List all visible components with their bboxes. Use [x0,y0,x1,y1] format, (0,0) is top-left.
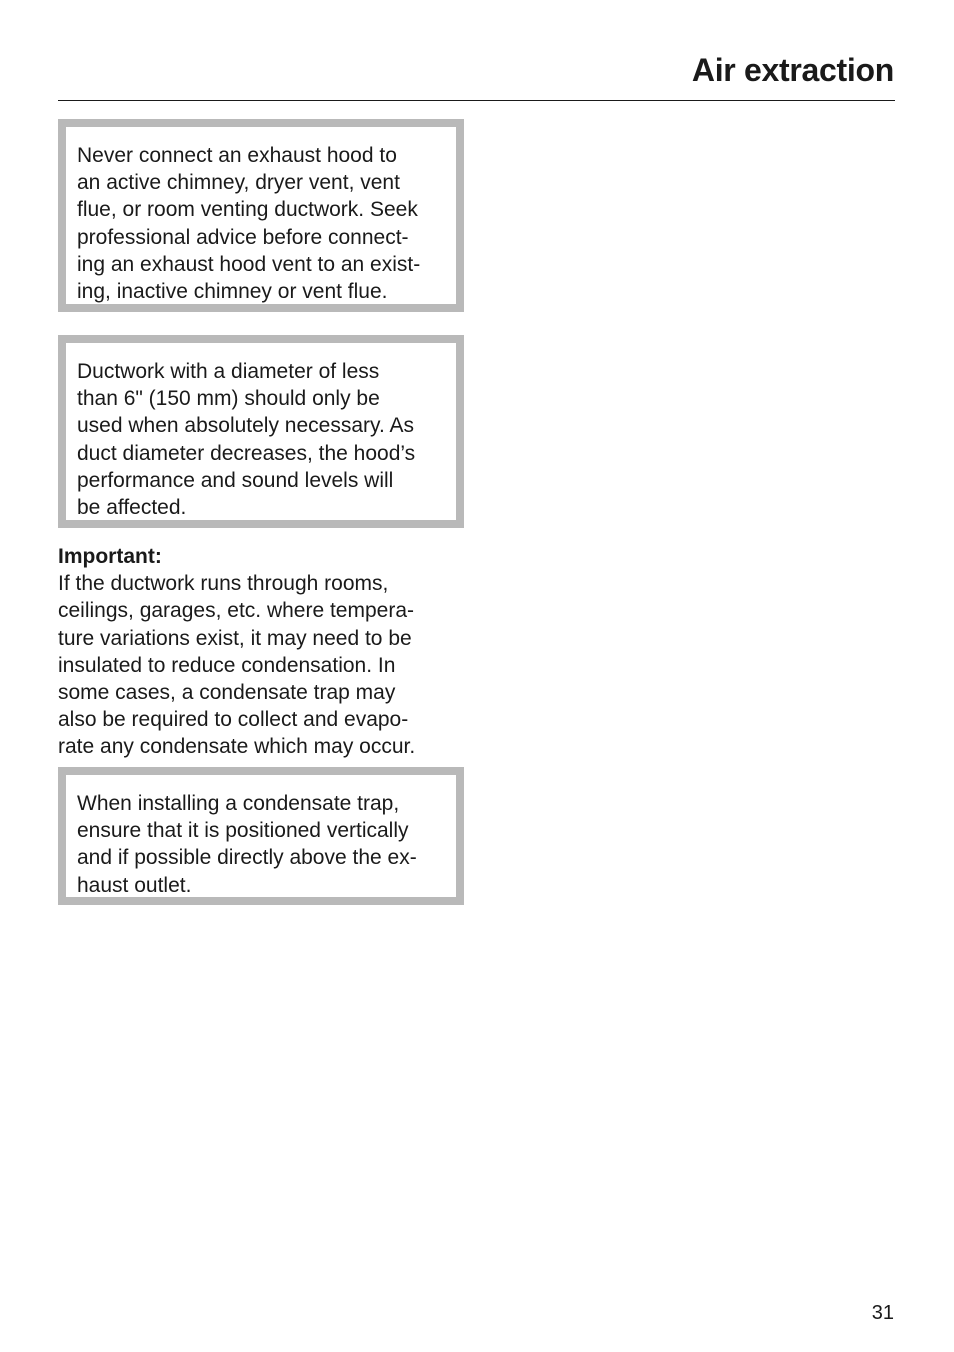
notice-box-duct-diameter [58,335,464,528]
notice-line: an active chimney, dryer vent, vent [77,171,400,195]
title-divider [58,100,895,101]
notice-line: When installing a condensate trap, [77,792,400,815]
notice-line: Ductwork with a diameter of less [77,360,380,383]
notice-line: flue, or room venting ductwork. Seek [77,198,418,222]
notice-line: professional advice before connect- [77,225,409,249]
notice-line: used when absolutely necessary. As [77,414,414,438]
important-line: rate any condensate which may occur. [58,735,416,759]
important-line: ceilings, garages, etc. where tempera- [58,599,415,623]
notice-line: ing, inactive chimney or vent flue. [77,280,388,304]
important-section [58,543,464,761]
notice-box-condensate-trap [58,767,464,905]
important-line: ture variations exist, it may need to be [58,626,412,650]
important-line: some cases, a condensate trap may [58,681,396,705]
important-line: If the ductwork runs through rooms, [58,572,389,596]
notice-line: than 6" (150 mm) should only be [77,387,380,411]
notice-line: duct diameter decreases, the hood’s [77,441,416,465]
notice-line: haust outlet. [77,873,192,897]
notice-box-chimney [58,119,464,312]
notice-line: Never connect an exhaust hood to [77,144,397,167]
notice-line: performance and sound levels will [77,468,394,492]
page-number: 31 [871,1302,894,1324]
notice-line: be affected. [77,496,187,520]
important-heading: Important: [58,545,162,568]
important-line: also be required to collect and evapo- [58,708,409,732]
notice-line: and if possible directly above the ex- [77,846,417,870]
page-title: Air extraction [691,52,894,88]
important-line: insulated to reduce condensation. In [58,653,396,677]
notice-line: ing an exhaust hood vent to an exist- [77,252,421,276]
notice-line: ensure that it is positioned vertically [77,819,409,843]
